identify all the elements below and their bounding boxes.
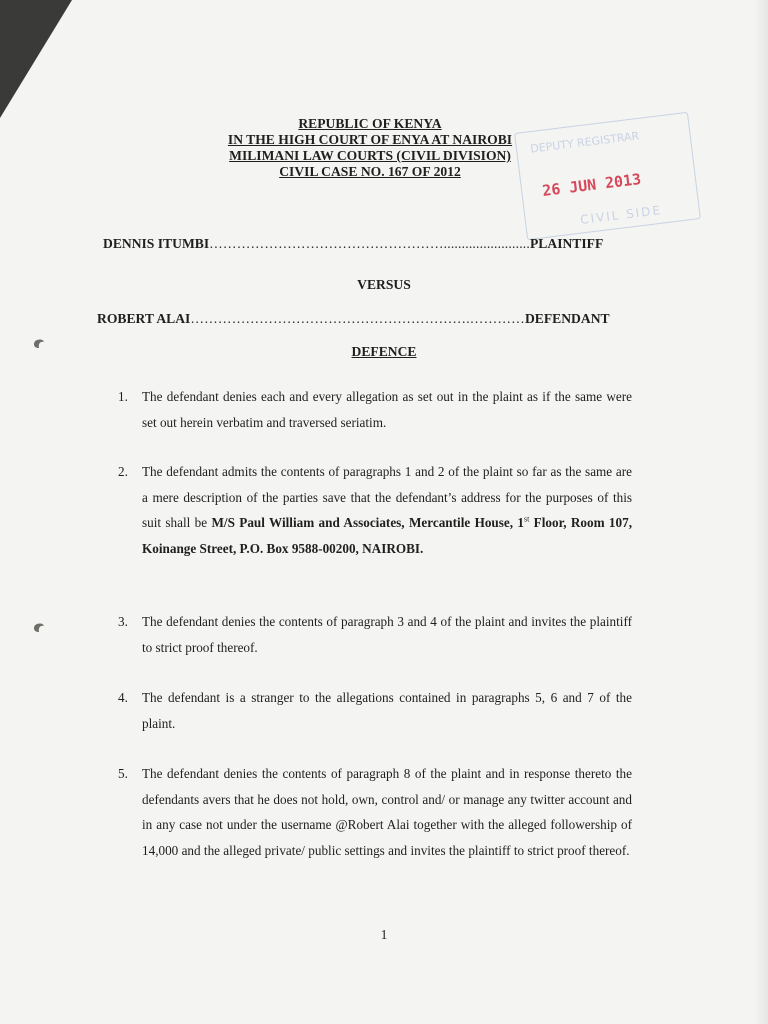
stamp-faint-top: DEPUTY REGISTRAR xyxy=(529,129,640,156)
paragraph-2-text: The defendant admits the contents of paragraphs 1 and 2 of the plaint so far as the same are a mere description of the parties save that the defendant’s address for the purposes of this suit shall be xyxy=(142,464,632,530)
address-part-2: Floor, Room 107, Koinange Street, P.O. Box 9588-00200, NAIROBI. xyxy=(142,515,632,556)
header-division: MILIMANI LAW COURTS (CIVIL DIVISION) xyxy=(229,148,511,163)
versus-label: VERSUS xyxy=(357,277,411,292)
defendant-line xyxy=(97,311,610,327)
plaintiff-name: DENNIS ITUMBI xyxy=(103,236,210,251)
plaintiff-line xyxy=(103,236,603,252)
ordinal-suffix: st xyxy=(523,514,530,524)
paragraph-1 xyxy=(118,384,632,435)
paragraph-text: The defendant denies the contents of paragraph 8 of the plaint and in response thereto the defendants avers that he does not hold, own, control and/ or manage any twitter account and in any case not under the username @Robert Alai together with the alleged followership of 14,000 and the alleged private/ public settings and invites the plaintiff to strict proof thereof. xyxy=(142,766,632,858)
stamp-date: 26 JUN 2013 xyxy=(541,170,643,200)
defendant-dots: …………………………………………………….………… xyxy=(190,311,525,326)
page-edge-shadow xyxy=(754,0,768,1024)
address-part-1: M/S Paul William and Associates, Mercantile House, 1 xyxy=(211,515,524,530)
paragraph-4 xyxy=(118,685,632,736)
plaintiff-dots: ……………………………………………........................ xyxy=(209,236,530,251)
stamp-faint-bottom: CIVIL SIDE xyxy=(579,203,663,227)
header-case-number: CIVIL CASE NO. 167 OF 2012 xyxy=(279,164,461,179)
header-republic: REPUBLIC OF KENYA xyxy=(298,116,442,131)
document-header xyxy=(180,116,560,180)
paragraph-number: 4. xyxy=(118,690,128,705)
paragraph-text: The defendant denies the contents of paragraph 3 and 4 of the plaint and invites the plaintiff to strict proof thereof. xyxy=(142,614,632,655)
folded-corner xyxy=(0,0,72,118)
punch-hole-icon xyxy=(31,336,47,352)
plaintiff-role: PLAINTIFF xyxy=(530,236,604,251)
paragraph-number: 1. xyxy=(118,389,128,404)
paragraph-5 xyxy=(118,761,632,863)
court-stamp xyxy=(520,122,695,230)
paragraph-number: 5. xyxy=(118,766,128,781)
header-court: IN THE HIGH COURT OF ENYA AT NAIROBI xyxy=(227,132,513,147)
paragraph-number: 2. xyxy=(118,464,128,479)
punch-hole-icon xyxy=(31,620,47,636)
defendant-role: DEFENDANT xyxy=(524,311,610,326)
paragraph-text xyxy=(142,459,632,561)
paragraph-number: 3. xyxy=(118,614,128,629)
document-title: DEFENCE xyxy=(351,344,417,359)
defendant-name: ROBERT ALAI xyxy=(97,311,191,326)
paragraph-text: The defendant denies each and every allegation as set out in the plaint as if the same were set out herein verbatim and traversed seriatim. xyxy=(142,389,632,430)
paragraph-2 xyxy=(118,459,632,561)
paragraph-text: The defendant is a stranger to the allegations contained in paragraphs 5, 6 and 7 of the plaint. xyxy=(142,690,632,731)
page-number: 1 xyxy=(380,927,388,942)
paragraph-3 xyxy=(118,609,632,660)
